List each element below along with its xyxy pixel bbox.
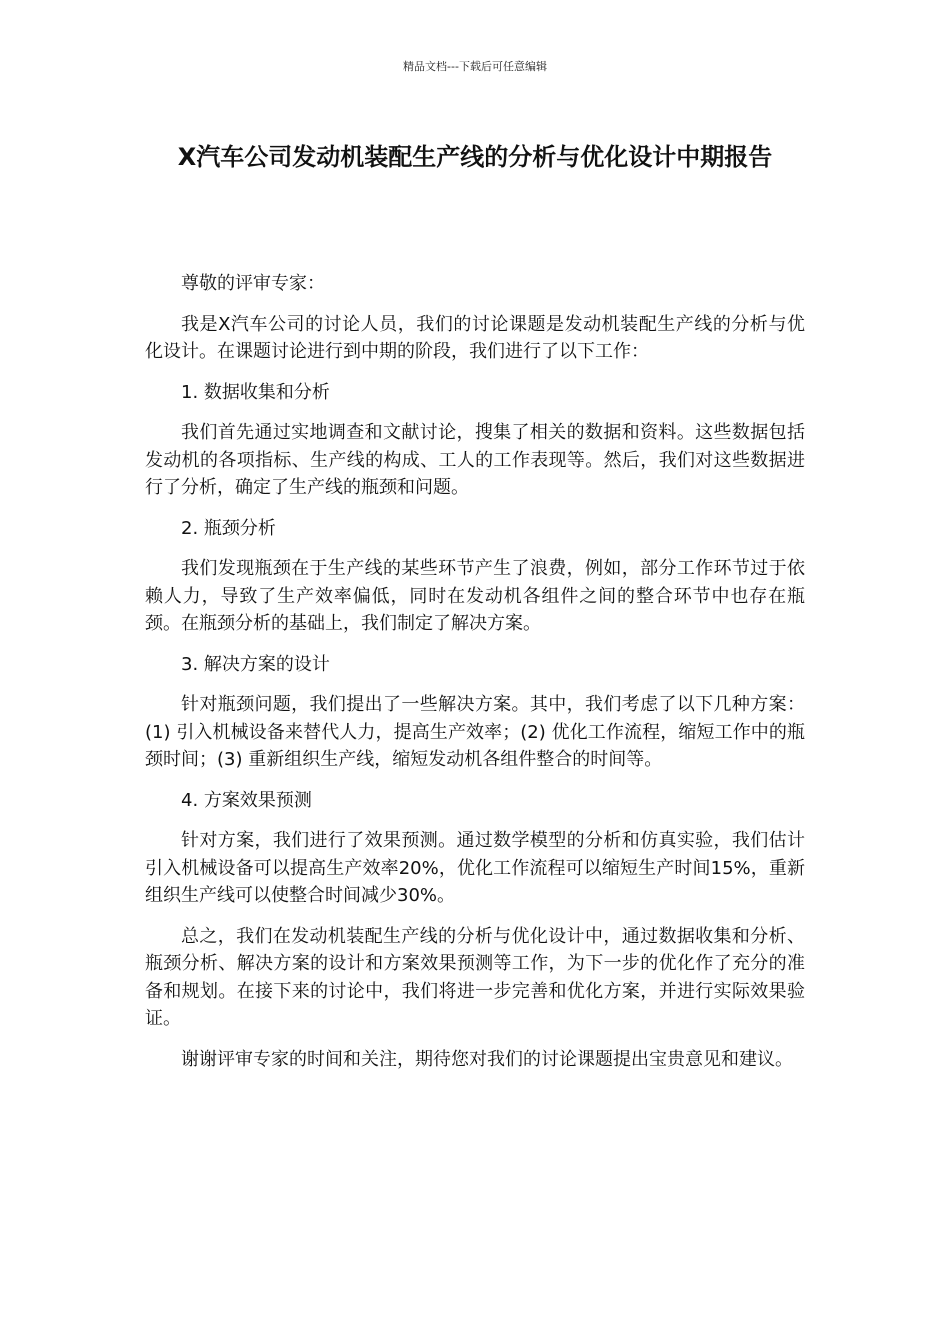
greeting: 尊敬的评审专家： (181, 273, 325, 294)
intro-paragraph: 我是X汽车公司的讨论人员，我们的讨论课题是发动机装配生产线的分析与优化设计。在课题讨论进行到中期的阶段，我们进行了以下工作： (145, 313, 805, 362)
summary-paragraph: 总之，我们在发动机装配生产线的分析与优化设计中，通过数据收集和分析、瓶颈分析、解决方案的设计和方案效果预测等工作，为下一步的优化作了充分的准备和规划。在接下来的讨论中，我们将进一步完善和优化方案，并进行实际效果验证。 (145, 925, 805, 1029)
section-heading-bottleneck: 2. 瓶颈分析 (181, 517, 276, 539)
section-heading-data-collection: 1. 数据收集和分析 (181, 381, 330, 403)
header-note: 精品文档---下载后可任意编辑 (403, 60, 547, 73)
document-title: X汽车公司发动机装配生产线的分析与优化设计中期报告 (177, 143, 773, 171)
section-paragraph-effect-prediction: 针对方案，我们进行了效果预测。通过数学模型的分析和仿真实验，我们估计引入机械设备可以提高生产效率20%，优化工作流程可以缩短生产时间15%，重新组织生产线可以使整合时间减少30%。 (145, 830, 805, 906)
document-body (145, 270, 805, 1086)
section-paragraph-bottleneck: 我们发现瓶颈在于生产线的某些环节产生了浪费，例如，部分工作环节过于依赖人力，导致了生产效率偏低，同时在发动机各组件之间的整合环节中也存在瓶颈。在瓶颈分析的基础上，我们制定了解决方案。 (145, 558, 805, 634)
section-paragraph-data-collection: 我们首先通过实地调查和文献讨论，搜集了相关的数据和资料。这些数据包括发动机的各项指标、生产线的构成、工人的工作表现等。然后，我们对这些数据进行了分析，确定了生产线的瓶颈和问题。 (145, 422, 805, 498)
section-heading-solution-design: 3. 解决方案的设计 (181, 653, 330, 675)
section-heading-effect-prediction: 4. 方案效果预测 (181, 789, 312, 811)
closing-paragraph: 谢谢评审专家的时间和关注，期待您对我们的讨论课题提出宝贵意见和建议。 (181, 1048, 793, 1070)
section-paragraph-solution-design: 针对瓶颈问题，我们提出了一些解决方案。其中，我们考虑了以下几种方案：(1) 引入机械设备来替代人力，提高生产效率；(2) 优化工作流程，缩短工作中的瓶颈时间；(3) 重新组织生产线，缩短发动机各组件整合的时间等。 (145, 694, 805, 770)
